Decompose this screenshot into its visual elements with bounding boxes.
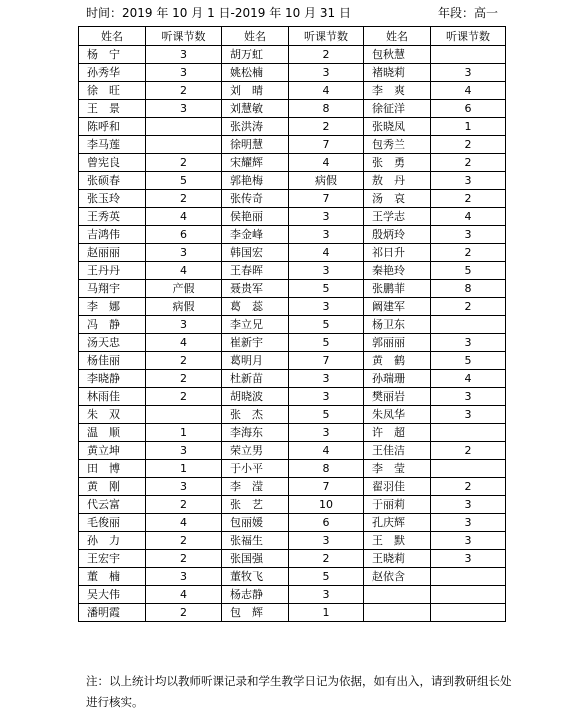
lesson-count-cell: 3 xyxy=(146,46,222,64)
lesson-count-cell: 2 xyxy=(431,244,506,262)
lesson-count-cell: 4 xyxy=(146,334,222,352)
lesson-count-cell xyxy=(431,586,506,604)
teacher-name-cell: 张玉玲 xyxy=(79,190,146,208)
teacher-name-cell: 包秀兰 xyxy=(364,136,431,154)
lesson-count-cell: 5 xyxy=(431,262,506,280)
teacher-name-cell: 刘慧敏 xyxy=(222,100,289,118)
table-row xyxy=(79,118,506,136)
teacher-name-cell: 林雨佳 xyxy=(79,388,146,406)
teacher-name-cell: 冯 静 xyxy=(79,316,146,334)
lesson-count-cell: 1 xyxy=(431,118,506,136)
teacher-name-cell: 王 默 xyxy=(364,532,431,550)
teacher-name-cell: 孙秀华 xyxy=(79,64,146,82)
column-header-name-1: 姓名 xyxy=(79,27,146,46)
table-row xyxy=(79,352,506,370)
teacher-name-cell: 葛 蕊 xyxy=(222,298,289,316)
table-body xyxy=(79,46,506,622)
teacher-name-cell: 包丽媛 xyxy=(222,514,289,532)
lesson-count-cell: 7 xyxy=(289,478,364,496)
lesson-count-cell: 5 xyxy=(146,172,222,190)
table-row xyxy=(79,568,506,586)
lesson-count-cell: 4 xyxy=(289,244,364,262)
column-header-count-1: 听课节数 xyxy=(146,27,222,46)
lesson-count-cell: 2 xyxy=(146,388,222,406)
teacher-name-cell: 张硕春 xyxy=(79,172,146,190)
table-row xyxy=(79,316,506,334)
table-row xyxy=(79,532,506,550)
lesson-count-cell xyxy=(146,118,222,136)
lesson-count-cell: 10 xyxy=(289,496,364,514)
table-row xyxy=(79,334,506,352)
teacher-name-cell: 马翔宇 xyxy=(79,280,146,298)
teacher-name-cell: 朱凤华 xyxy=(364,406,431,424)
lesson-count-cell: 8 xyxy=(289,460,364,478)
teacher-name-cell: 赵依含 xyxy=(364,568,431,586)
lesson-count-cell: 2 xyxy=(431,154,506,172)
teacher-name-cell: 聂贵军 xyxy=(222,280,289,298)
lesson-count-cell xyxy=(431,604,506,622)
table-row xyxy=(79,208,506,226)
lesson-count-cell: 5 xyxy=(431,352,506,370)
column-header-count-2: 听课节数 xyxy=(289,27,364,46)
teacher-name-cell: 王春晖 xyxy=(222,262,289,280)
lesson-count-cell: 2 xyxy=(289,46,364,64)
teacher-name-cell: 潘明霞 xyxy=(79,604,146,622)
lesson-count-cell: 3 xyxy=(289,388,364,406)
lesson-count-cell: 1 xyxy=(146,460,222,478)
teacher-name-cell: 李 爽 xyxy=(364,82,431,100)
lesson-count-cell: 3 xyxy=(289,208,364,226)
teacher-name-cell: 翟羽佳 xyxy=(364,478,431,496)
teacher-name-cell: 张晓凤 xyxy=(364,118,431,136)
lesson-count-cell: 2 xyxy=(146,154,222,172)
teacher-name-cell: 徐征洋 xyxy=(364,100,431,118)
lesson-count-cell: 2 xyxy=(431,190,506,208)
teacher-name-cell: 侯艳丽 xyxy=(222,208,289,226)
table-row xyxy=(79,136,506,154)
teacher-name-cell: 张 勇 xyxy=(364,154,431,172)
table-row xyxy=(79,226,506,244)
table-row xyxy=(79,496,506,514)
lesson-count-cell: 3 xyxy=(146,100,222,118)
lesson-count-cell: 4 xyxy=(289,82,364,100)
teacher-name-cell: 殷炳玲 xyxy=(364,226,431,244)
lesson-count-cell: 5 xyxy=(289,568,364,586)
lesson-count-cell: 2 xyxy=(289,550,364,568)
lesson-count-cell: 2 xyxy=(146,370,222,388)
teacher-name-cell: 胡万虹 xyxy=(222,46,289,64)
lesson-count-cell: 4 xyxy=(146,208,222,226)
teacher-name-cell: 杨卫东 xyxy=(364,316,431,334)
teacher-name-cell: 包秋慧 xyxy=(364,46,431,64)
teacher-name-cell: 李马莲 xyxy=(79,136,146,154)
lesson-count-cell xyxy=(146,136,222,154)
lesson-count-cell xyxy=(146,406,222,424)
table-row xyxy=(79,298,506,316)
teacher-name-cell: 张鹏菲 xyxy=(364,280,431,298)
lesson-count-cell: 2 xyxy=(146,190,222,208)
teacher-name-cell: 汤 哀 xyxy=(364,190,431,208)
teacher-name-cell: 赵丽丽 xyxy=(79,244,146,262)
lesson-count-cell: 3 xyxy=(431,226,506,244)
grade-label: 年段：高一 xyxy=(438,6,499,20)
teacher-name-cell: 葛明月 xyxy=(222,352,289,370)
teacher-name-cell: 黄立坤 xyxy=(79,442,146,460)
lesson-count-cell xyxy=(431,316,506,334)
teacher-name-cell: 温 顺 xyxy=(79,424,146,442)
teacher-name-cell: 阚建军 xyxy=(364,298,431,316)
teacher-name-cell: 郭丽丽 xyxy=(364,334,431,352)
table-row xyxy=(79,172,506,190)
teacher-name-cell xyxy=(364,586,431,604)
lesson-count-cell: 3 xyxy=(146,442,222,460)
teacher-name-cell: 张传奇 xyxy=(222,190,289,208)
lesson-count-cell xyxy=(431,46,506,64)
lesson-count-cell xyxy=(431,424,506,442)
teacher-name-cell: 胡晓波 xyxy=(222,388,289,406)
teacher-name-cell: 汤天忠 xyxy=(79,334,146,352)
teacher-name-cell: 董 楠 xyxy=(79,568,146,586)
lesson-count-cell: 7 xyxy=(289,352,364,370)
teacher-name-cell: 孔庆辉 xyxy=(364,514,431,532)
teacher-name-cell: 秦艳玲 xyxy=(364,262,431,280)
teacher-name-cell: 李晓静 xyxy=(79,370,146,388)
lesson-count-cell: 4 xyxy=(431,82,506,100)
lesson-count-cell: 7 xyxy=(289,190,364,208)
table-row xyxy=(79,586,506,604)
teacher-name-cell: 田 博 xyxy=(79,460,146,478)
footnote: 注：以上统计均以教师听课记录和学生教学日记为依据，如有出入，请到教研组长处进行核实。 xyxy=(86,674,512,709)
teacher-name-cell: 李 莹 xyxy=(364,460,431,478)
teacher-name-cell: 张国强 xyxy=(222,550,289,568)
lesson-count-cell: 3 xyxy=(431,334,506,352)
table-row xyxy=(79,514,506,532)
lesson-count-cell: 2 xyxy=(431,442,506,460)
teacher-name-cell: 宋耀辉 xyxy=(222,154,289,172)
lesson-count-cell: 6 xyxy=(146,226,222,244)
table-row xyxy=(79,388,506,406)
teacher-name-cell: 包 辉 xyxy=(222,604,289,622)
lesson-count-cell: 产假 xyxy=(146,280,222,298)
report-header xyxy=(86,0,506,22)
teacher-name-cell: 徐 旺 xyxy=(79,82,146,100)
lesson-count-cell: 4 xyxy=(289,442,364,460)
teacher-name-cell: 刘 晴 xyxy=(222,82,289,100)
teacher-name-cell: 李 娜 xyxy=(79,298,146,316)
lesson-count-cell: 3 xyxy=(146,244,222,262)
lesson-count-cell: 2 xyxy=(431,478,506,496)
report-period: 时间：2019 年 10 月 1 日-2019 年 10 月 31 日 xyxy=(86,6,351,20)
table-row xyxy=(79,190,506,208)
lesson-count-cell: 8 xyxy=(289,100,364,118)
lesson-count-cell: 3 xyxy=(431,550,506,568)
lesson-count-cell: 4 xyxy=(431,208,506,226)
lesson-count-cell: 3 xyxy=(289,262,364,280)
column-header-name-3: 姓名 xyxy=(364,27,431,46)
teacher-name-cell: 敖 丹 xyxy=(364,172,431,190)
teacher-name-cell: 杨志静 xyxy=(222,586,289,604)
lesson-count-cell: 2 xyxy=(289,118,364,136)
teacher-name-cell: 吴大伟 xyxy=(79,586,146,604)
lesson-count-cell: 3 xyxy=(431,514,506,532)
teacher-name-cell: 王秀英 xyxy=(79,208,146,226)
table-row xyxy=(79,550,506,568)
table-row xyxy=(79,478,506,496)
teacher-name-cell: 杜新苗 xyxy=(222,370,289,388)
table-row xyxy=(79,424,506,442)
teacher-name-cell: 张福生 xyxy=(222,532,289,550)
table-row xyxy=(79,64,506,82)
teacher-name-cell: 李立兄 xyxy=(222,316,289,334)
lesson-count-cell: 5 xyxy=(289,334,364,352)
lesson-count-cell: 3 xyxy=(146,478,222,496)
lesson-count-cell: 5 xyxy=(289,280,364,298)
lesson-count-cell: 4 xyxy=(146,514,222,532)
lesson-count-cell: 3 xyxy=(289,532,364,550)
table-row xyxy=(79,154,506,172)
teacher-name-cell: 李海东 xyxy=(222,424,289,442)
teacher-name-cell: 毛俊丽 xyxy=(79,514,146,532)
lesson-count-cell: 4 xyxy=(289,154,364,172)
teacher-name-cell: 陈呼和 xyxy=(79,118,146,136)
lesson-count-cell: 3 xyxy=(289,370,364,388)
teacher-name-cell: 曾宪良 xyxy=(79,154,146,172)
teacher-name-cell: 荣立男 xyxy=(222,442,289,460)
teacher-name-cell: 代云富 xyxy=(79,496,146,514)
lesson-count-cell xyxy=(431,460,506,478)
teacher-name-cell: 崔新宇 xyxy=(222,334,289,352)
teacher-name-cell: 王 景 xyxy=(79,100,146,118)
teacher-name-cell: 李金峰 xyxy=(222,226,289,244)
teacher-name-cell: 张洪涛 xyxy=(222,118,289,136)
lesson-count-cell: 3 xyxy=(289,226,364,244)
table-row xyxy=(79,280,506,298)
teacher-name-cell xyxy=(364,604,431,622)
lesson-count-cell: 5 xyxy=(289,316,364,334)
teacher-name-cell: 于小平 xyxy=(222,460,289,478)
table-row xyxy=(79,370,506,388)
teacher-name-cell: 王晓莉 xyxy=(364,550,431,568)
lesson-count-cell: 2 xyxy=(431,298,506,316)
teacher-name-cell: 祁日升 xyxy=(364,244,431,262)
teacher-name-cell: 徐明慧 xyxy=(222,136,289,154)
lesson-count-cell: 3 xyxy=(431,532,506,550)
lesson-count-cell: 2 xyxy=(146,82,222,100)
teacher-name-cell: 王佳洁 xyxy=(364,442,431,460)
lesson-count-cell: 3 xyxy=(289,586,364,604)
table-header-row xyxy=(79,27,506,46)
lesson-count-cell: 3 xyxy=(146,64,222,82)
teacher-name-cell: 王宏宇 xyxy=(79,550,146,568)
teacher-name-cell: 黄 刚 xyxy=(79,478,146,496)
table-row xyxy=(79,82,506,100)
lesson-count-cell: 病假 xyxy=(146,298,222,316)
teacher-name-cell: 姚松楠 xyxy=(222,64,289,82)
teacher-name-cell: 黄 鹤 xyxy=(364,352,431,370)
teacher-name-cell: 韩国宏 xyxy=(222,244,289,262)
teacher-name-cell: 樊丽岩 xyxy=(364,388,431,406)
lesson-count-cell: 6 xyxy=(431,100,506,118)
lesson-count-cell: 2 xyxy=(146,532,222,550)
lesson-count-cell: 3 xyxy=(146,316,222,334)
lesson-count-cell: 3 xyxy=(431,496,506,514)
lesson-count-cell: 4 xyxy=(431,370,506,388)
teacher-name-cell: 褚晓莉 xyxy=(364,64,431,82)
lesson-count-cell: 6 xyxy=(289,514,364,532)
lesson-count-cell: 1 xyxy=(289,604,364,622)
teacher-name-cell: 朱 双 xyxy=(79,406,146,424)
teacher-name-cell: 张 杰 xyxy=(222,406,289,424)
teacher-name-cell: 郭艳梅 xyxy=(222,172,289,190)
teacher-name-cell: 孙瑞珊 xyxy=(364,370,431,388)
lesson-count-cell: 3 xyxy=(431,64,506,82)
lesson-count-cell: 2 xyxy=(146,550,222,568)
lesson-count-cell: 病假 xyxy=(289,172,364,190)
teacher-name-cell: 李 滢 xyxy=(222,478,289,496)
teacher-name-cell: 孙 力 xyxy=(79,532,146,550)
table-row xyxy=(79,244,506,262)
lesson-count-cell: 4 xyxy=(146,262,222,280)
lesson-count-cell: 3 xyxy=(289,424,364,442)
column-header-count-3: 听课节数 xyxy=(431,27,506,46)
lesson-count-cell: 1 xyxy=(146,424,222,442)
lesson-count-cell: 2 xyxy=(431,136,506,154)
teacher-name-cell: 王丹丹 xyxy=(79,262,146,280)
lesson-count-cell: 2 xyxy=(146,496,222,514)
teacher-name-cell: 吉鸿伟 xyxy=(79,226,146,244)
table-row xyxy=(79,460,506,478)
lesson-count-cell: 2 xyxy=(146,352,222,370)
table-row xyxy=(79,442,506,460)
teacher-name-cell: 张 艺 xyxy=(222,496,289,514)
teacher-name-cell: 王学志 xyxy=(364,208,431,226)
lesson-count-cell: 8 xyxy=(431,280,506,298)
table-row xyxy=(79,46,506,64)
attendance-table xyxy=(78,26,506,622)
table-row xyxy=(79,406,506,424)
teacher-name-cell: 于丽莉 xyxy=(364,496,431,514)
lesson-count-cell: 3 xyxy=(431,388,506,406)
lesson-count-cell: 3 xyxy=(146,568,222,586)
lesson-count-cell: 7 xyxy=(289,136,364,154)
lesson-count-cell xyxy=(431,568,506,586)
lesson-count-cell: 3 xyxy=(289,298,364,316)
lesson-count-cell: 4 xyxy=(146,586,222,604)
teacher-name-cell: 杨 宁 xyxy=(79,46,146,64)
table-row xyxy=(79,262,506,280)
lesson-count-cell: 3 xyxy=(289,64,364,82)
lesson-count-cell: 3 xyxy=(431,406,506,424)
teacher-name-cell: 许 超 xyxy=(364,424,431,442)
table-row xyxy=(79,604,506,622)
lesson-count-cell: 3 xyxy=(431,172,506,190)
table-row xyxy=(79,100,506,118)
lesson-count-cell: 2 xyxy=(146,604,222,622)
teacher-name-cell: 董牧飞 xyxy=(222,568,289,586)
lesson-count-cell: 5 xyxy=(289,406,364,424)
column-header-name-2: 姓名 xyxy=(222,27,289,46)
teacher-name-cell: 杨佳丽 xyxy=(79,352,146,370)
